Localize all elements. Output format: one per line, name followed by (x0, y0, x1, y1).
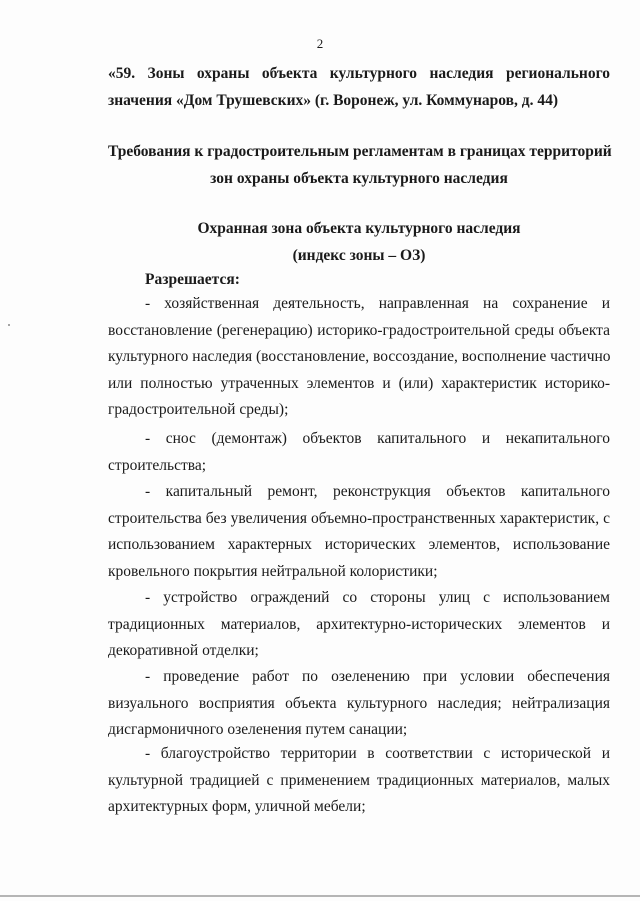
paragraph-1 (108, 291, 610, 424)
paragraph-line: строительства без увеличения объемно-пространственных характеристик, с (108, 509, 610, 527)
paragraph-2 (108, 426, 610, 479)
paragraph-line: кровельного покрытия нейтральной колористики; (108, 562, 438, 580)
title-line-2: значения «Дом Трушевских» (г. Воронеж, ул. Коммунаров, д. 44) (108, 92, 558, 109)
paragraph-line: - проведение работ по озеленению при условии обеспечения (145, 668, 610, 685)
paragraph-line: градостроительной среды); (108, 401, 289, 418)
paragraph-line: - капитальный ремонт, реконструкция объектов капитального (145, 483, 610, 500)
paragraph-line: традиционных материалов, архитектурно-исторических элементов и (108, 615, 610, 633)
zone-heading-line-1: Охранная зона объекта культурного наследия (197, 220, 521, 237)
page-number: 2 (316, 36, 324, 51)
paragraph-4 (108, 585, 610, 665)
paragraph-line: - снос (демонтаж) объектов капитального и некапитального (145, 430, 610, 447)
allowed-label: Разрешается: (145, 271, 240, 288)
paragraph-line: использованием характерных исторических элементов, использование (108, 536, 610, 553)
paragraph-line: - благоустройство территории в соответствии с исторической и (145, 745, 610, 762)
paragraph-line: - устройство ограждений со стороны улиц с использованием (145, 589, 610, 606)
paragraph-3 (108, 479, 610, 585)
requirements-heading-line-2: зон охраны объекта культурного наследия (210, 170, 508, 187)
paragraph-line: культурного наследия (восстановление, воссоздание, восполнение частично (108, 348, 611, 365)
zone-heading-line-2: (индекс зоны – ОЗ) (292, 247, 426, 264)
paragraph-line: строительства; (108, 456, 207, 474)
paragraph-5 (108, 664, 610, 744)
paragraph-line: или полностью утраченных элементов и (или) характеристик историко- (108, 374, 610, 392)
scan-speck (8, 324, 10, 326)
paragraph-line: - хозяйственная деятельность, направленная на сохранение и (145, 295, 610, 312)
requirements-heading-line-1: Требования к градостроительным регламентам в границах территорий (108, 143, 612, 160)
document-title (108, 60, 610, 114)
paragraph-line: дисгармоничного озеленения путем санации; (108, 721, 408, 738)
paragraph-line: декоративной отделки; (108, 642, 259, 659)
paragraph-line: архитектурных форм, уличной мебели; (108, 798, 366, 815)
paragraph-line: восстановление (регенерацию) историко-градостроительной среды объекта (108, 321, 610, 339)
zone-heading (108, 215, 610, 269)
scan-edge-line (0, 895, 640, 897)
paragraph-line: визуального восприятия объекта культурного наследия; нейтрализация (108, 694, 610, 712)
paragraph-line: культурной традицией с применением традиционных материалов, малых (108, 771, 610, 789)
paragraph-6 (108, 741, 610, 821)
title-line-1: «59. Зоны охраны объекта культурного наследия регионального (108, 65, 610, 82)
requirements-heading (108, 138, 610, 192)
